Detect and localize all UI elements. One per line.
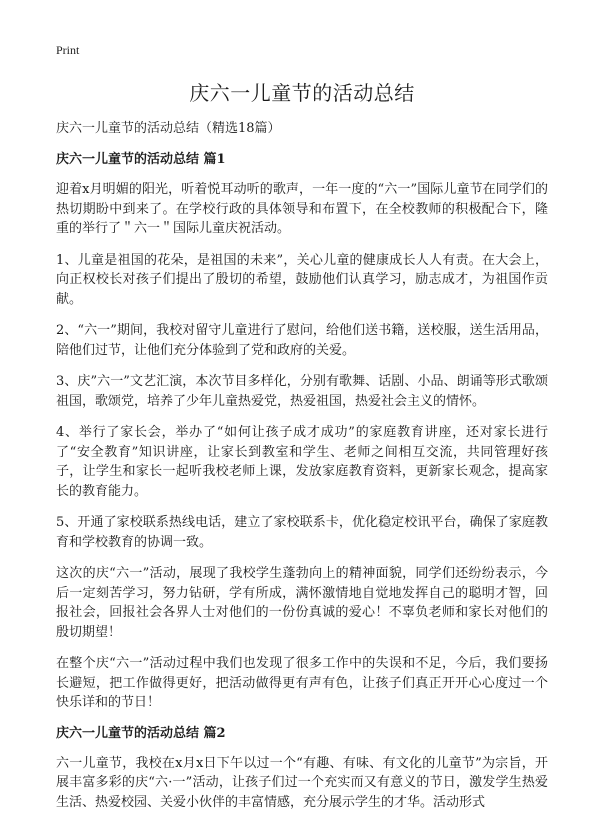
section-heading: 庆六一儿童节的活动总结 篇1 xyxy=(56,152,226,167)
paragraph: 3、庆”六一”文艺汇演，本次节目多样化，分别有歌舞、话剧、小品、朗诵等形式歌颂祖国，歌颂党，培养了少年儿童热爱党，热爱祖国，热爱社会主义的情怀。 xyxy=(56,374,548,409)
paragraph: 六一儿童节，我校在x月x日下午以过一个“有趣、有味、有文化的儿童节”为宗旨，开展丰富多彩的庆“六·一”活动，让孩子们过一个充实而又有意义的节日，激发学生热爱生活、热爱校园、关爱小伙伴的丰富情感，充分展示学生的才华。活动形式 xyxy=(56,755,548,810)
section-heading: 庆六一儿童节的活动总结 篇2 xyxy=(56,725,226,741)
paragraph: 在整个庆“六一”活动过程中我们也发现了很多工作中的失误和不足，今后，我们要扬长避短，把工作做得更好，把活动做得更有声有色，让孩子们真正开开心心度过一个快乐详和的节日！ xyxy=(56,656,548,710)
paragraph: 2、“六一”期间，我校对留守儿童进行了慰问，给他们送书籍，送校服，送生活用品，陪他们过节，让他们充分体验到了党和政府的关爱。 xyxy=(56,323,548,358)
document-subtitle: 庆六一儿童节的活动总结（精选18篇） xyxy=(56,121,281,136)
paragraph: 5、开通了家校联系热线电话，建立了家校联系卡，优化稳定校讯平台，确保了家庭教育和学校教育的协调一致。 xyxy=(56,515,548,550)
paragraph: 4、举行了家长会，举办了“如何让孩子成才成功”的家庭教育讲座，还对家长进行了“安全教育”知识讲座，让家长到教室和学生、老师之间相互交流，共同管理好孩子，让学生和家长一起听我校老师上课，发放家庭教育资料，更新家长观念，提高家长的教育能力。 xyxy=(56,425,548,499)
section-2 xyxy=(56,725,548,813)
document-title: 庆六一儿童节的活动总结 xyxy=(189,81,415,105)
paragraph: 1、儿童是祖国的花朵，是祖国的未来”，关心儿童的健康成长人人有责。在大会上， 向正权校长对孩子们提出了殷切的希望，鼓励他们认真学习，励志成才，为祖国作贡献。 xyxy=(56,252,548,307)
print-link[interactable]: Print xyxy=(56,43,80,57)
section-1 xyxy=(56,151,548,713)
paragraph: 这次的庆“六一”活动，展现了我校学生蓬勃向上的精神面貌，同学们还纷纷表示，今后一定刻苦学习，努力钻研，学有所成，满怀激情地自觉地发挥自己的聪明才智，回报社会，回报社会各界人士对他们的一份份真诚的爱心！不辜负老师和家长对他们的殷切期望！ xyxy=(56,566,548,640)
paragraph: 迎着x月明媚的阳光，听着悦耳动听的歌声，一年一度的“六一”国际儿童节在同学们的热切期盼中到来了。在学校行政的具体领导和布置下，在全校教师的积极配合下，隆重的举行了＂六一＂国际儿童庆祝活动。 xyxy=(56,182,548,236)
